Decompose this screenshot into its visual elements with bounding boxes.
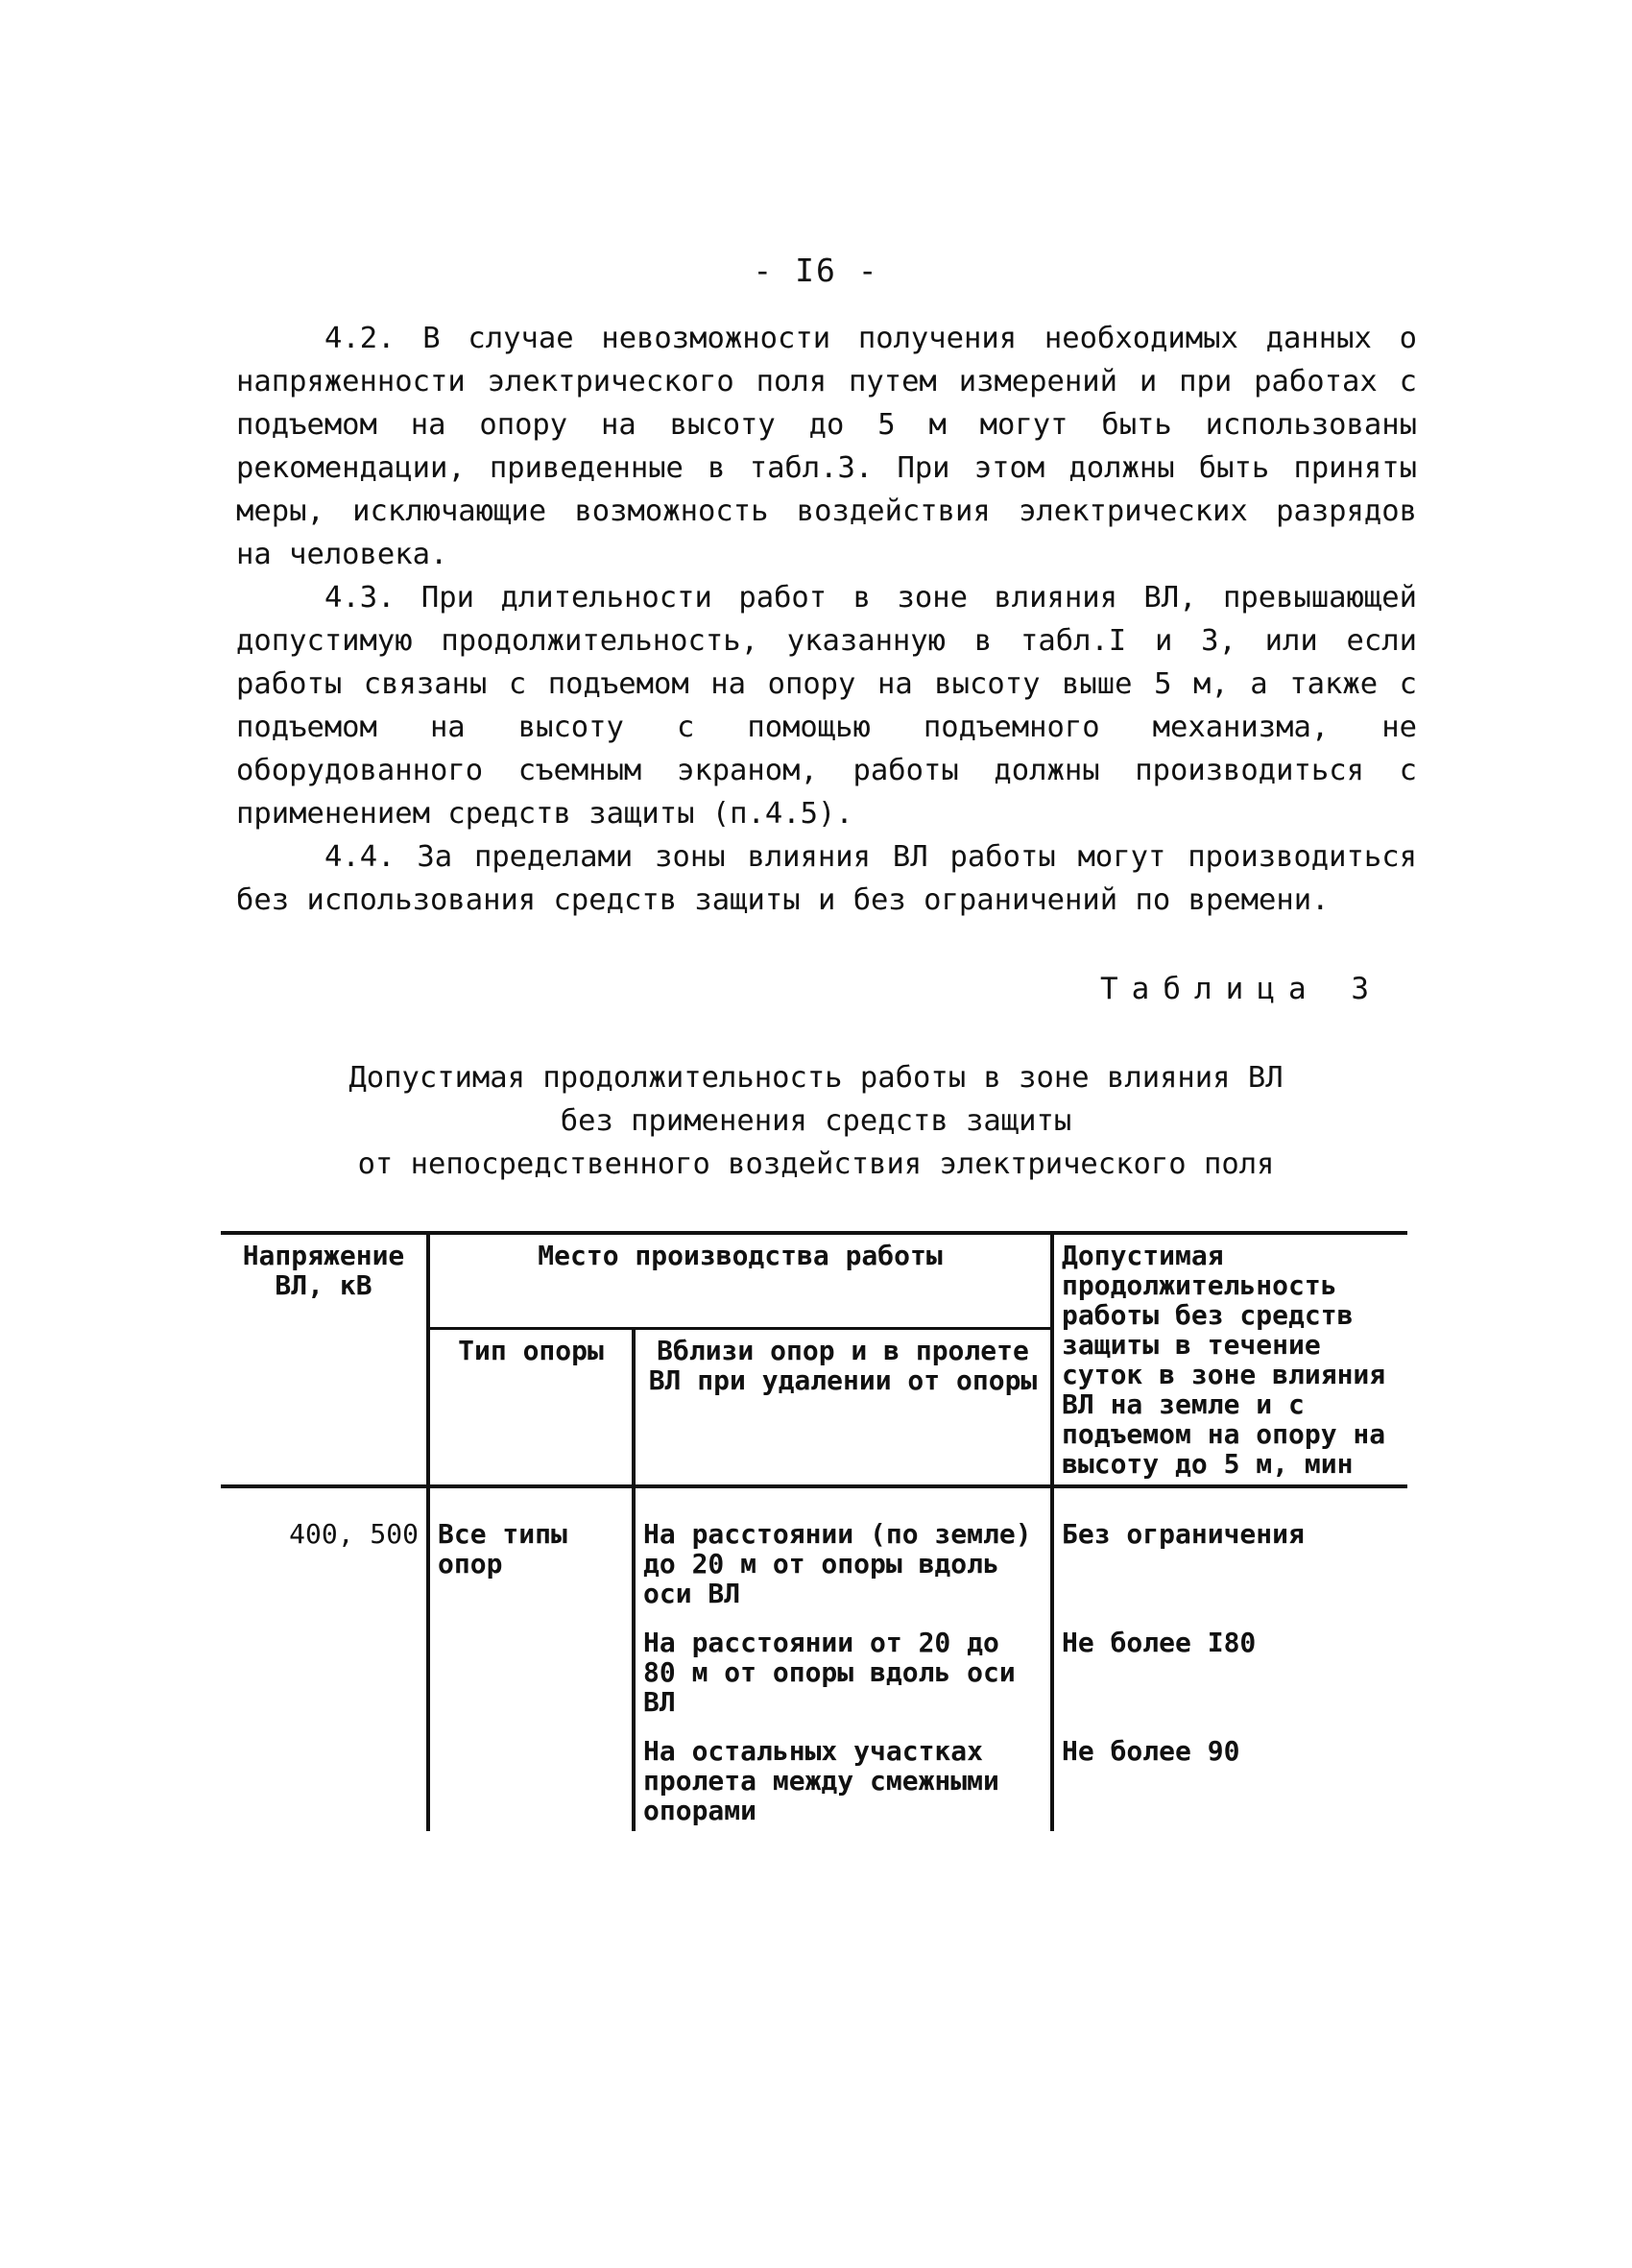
table-label: Таблица 3	[1100, 972, 1382, 1006]
cell-location: На расстоянии (по земле) до 20 м от опоры вдоль оси ВЛ	[634, 1513, 1052, 1614]
header-place: Место производства работы	[428, 1233, 1052, 1328]
table-caption	[250, 1056, 1382, 1186]
cell-support-type: Все типы опор	[428, 1513, 634, 1831]
duration-table	[221, 1231, 1407, 1831]
table-3	[221, 1231, 1407, 1831]
paragraph-4-2: 4.2. В случае невозможности получения необходимых данных о напряженности электрического поля путем измерений и при работах с подъемом на опору на высоту до 5 м могут быть использованы рекомендации, приведенные в табл.3. При этом должны быть приняты меры, исключающие возможность воздействия электрических разрядов на человека.	[236, 322, 1417, 571]
header-near-supports: Вблизи опор и в пролете ВЛ при удалении от опоры	[634, 1328, 1052, 1486]
cell-location: На расстоянии от 20 до 80 м от опоры вдоль оси ВЛ	[634, 1614, 1052, 1723]
header-voltage: Напряжение ВЛ, кВ	[221, 1233, 428, 1486]
paragraph-4-4: 4.4. За пределами зоны влияния ВЛ работы могут производиться без использования средств защиты и без ограничений по времени.	[236, 840, 1417, 917]
cell-duration: Не более I80	[1052, 1614, 1407, 1723]
header-support-type: Тип опоры	[428, 1328, 634, 1486]
header-duration: Допустимая продолжительность работы без средств защиты в течение суток в зоне влияния ВЛ на земле и с подъемом на опору на высоту до 5 м, мин	[1052, 1233, 1407, 1486]
table-row	[221, 1513, 1407, 1614]
table-caption-line: без применения средств защиты	[560, 1104, 1072, 1138]
table-caption-line: Допустимая продолжительность работы в зоне влияния ВЛ	[348, 1061, 1284, 1095]
paragraph-4-3: 4.3. При длительности работ в зоне влияния ВЛ, превышающей допустимую продолжительность, указанную в табл.I и 3, или если работы связаны с подъемом на опору на высоту выше 5 м, а также с подъемом на высоту с помощью подъемного механизма, не оборудованного съемным экраном, работы должны производиться с применением средств защиты (п.4.5).	[236, 581, 1417, 831]
table-caption-line: от непосредственного воздействия электрического поля	[357, 1147, 1275, 1181]
cell-duration: Не более 90	[1052, 1723, 1407, 1831]
cell-duration: Без ограничения	[1052, 1513, 1407, 1614]
cell-location: На остальных участках пролета между смежными опорами	[634, 1723, 1052, 1831]
page-number: - I6 -	[753, 252, 879, 289]
body-text	[236, 317, 1417, 922]
cell-voltage: 400, 500	[289, 1518, 419, 1550]
